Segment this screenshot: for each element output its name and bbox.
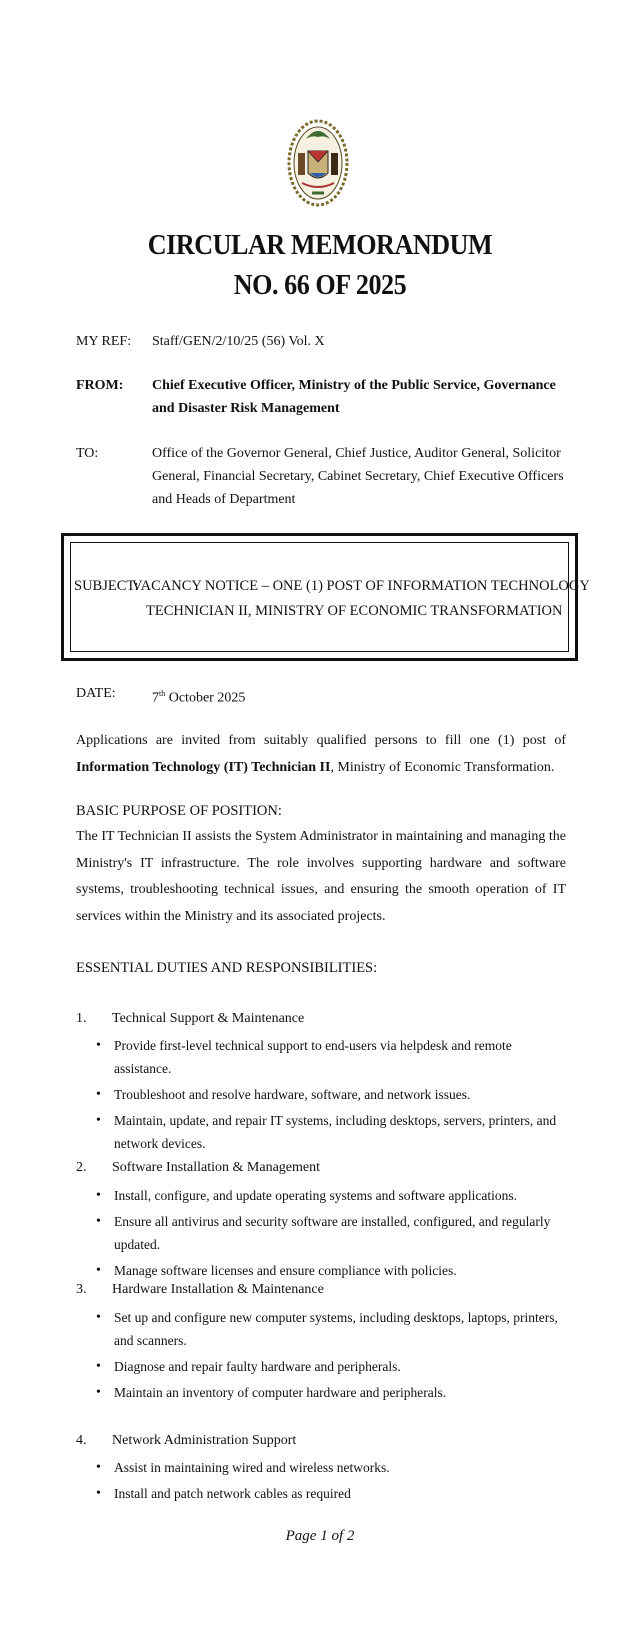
- duty-section-number: 4.: [76, 1433, 87, 1448]
- date-value: [152, 682, 570, 710]
- ref-label: MY REF:: [76, 334, 132, 349]
- coat-of-arms-icon: [286, 117, 350, 209]
- subject-line2: TECHNICIAN II, MINISTRY OF ECONOMIC TRANSFORMATION: [146, 603, 563, 619]
- duty-section-number: 3.: [76, 1282, 87, 1297]
- duty-section-title: Software Installation & Management: [112, 1160, 320, 1175]
- intro-post-title: Information Technology (IT) Technician II: [76, 759, 331, 775]
- subject-label: SUBJECT:: [74, 578, 139, 594]
- memo-title-line1: CIRCULAR MEMORANDUM: [147, 229, 493, 261]
- duty-section-1-bullets: [92, 1034, 572, 1158]
- duty-section-4-bullets: [92, 1456, 572, 1508]
- date-label: DATE:: [76, 686, 116, 701]
- list-item: • Provide first-level technical support to end-users via helpdesk and remote assistance.: [92, 1034, 572, 1080]
- list-item: • Maintain an inventory of computer hardware and peripherals.: [92, 1381, 572, 1404]
- from-value: Chief Executive Officer, Ministry of the Public Service, Governance and Disaster Risk Management: [152, 378, 556, 416]
- list-item: • Install and patch network cables as required: [92, 1482, 572, 1505]
- list-item: • Maintain, update, and repair IT systems, including desktops, servers, printers, and network devices.: [92, 1109, 572, 1155]
- duty-section-number: 1.: [76, 1011, 87, 1026]
- list-item: • Assist in maintaining wired and wireless networks.: [92, 1456, 572, 1479]
- duty-section-3-bullets: [92, 1306, 572, 1407]
- purpose-paragraph: The IT Technician II assists the System Administrator in maintaining and managing the Ministry's IT infrastructure. The role involves supporting hardware and software systems, troubleshooting technical issues, and ensuring the smooth operation of IT services within the Ministry and its associated projects.: [76, 829, 566, 924]
- intro-paragraph: [76, 728, 566, 781]
- list-item: • Manage software licenses and ensure compliance with policies.: [92, 1259, 572, 1282]
- subject-line1: VACANCY NOTICE – ONE (1) POST OF INFORMATION TECHNOLOGY: [132, 578, 590, 594]
- purpose-heading: BASIC PURPOSE OF POSITION:: [76, 803, 282, 819]
- list-item: • Install, configure, and update operating systems and software applications.: [92, 1184, 572, 1207]
- duty-section-2-bullets: [92, 1184, 572, 1285]
- intro-suffix: , Ministry of Economic Transformation.: [330, 759, 555, 775]
- from-label: FROM:: [76, 378, 124, 393]
- duty-section-number: 2.: [76, 1160, 87, 1175]
- duties-heading: ESSENTIAL DUTIES AND RESPONSIBILITIES:: [76, 960, 378, 976]
- date-day: 7: [152, 690, 159, 706]
- duty-section-title: Technical Support & Maintenance: [112, 1011, 305, 1026]
- to-value: Office of the Governor General, Chief Justice, Auditor General, Solicitor General, Financial Secretary, Cabinet Secretary, Chief Executive Officers and Heads of Department: [152, 446, 564, 507]
- date-rest: October 2025: [165, 690, 246, 706]
- ref-value: Staff/GEN/2/10/25 (56) Vol. X: [152, 334, 325, 349]
- list-item: • Ensure all antivirus and security software are installed, configured, and regularly updated.: [92, 1210, 572, 1256]
- date-suffix: th: [159, 689, 166, 698]
- to-label: TO:: [76, 446, 99, 461]
- page-number: Page 1 of 2: [285, 1528, 355, 1544]
- list-item: • Troubleshoot and resolve hardware, software, and network issues.: [92, 1083, 572, 1106]
- duty-section-title: Hardware Installation & Maintenance: [112, 1282, 324, 1297]
- intro-prefix: Applications are invited from suitably qualified persons to fill one (1) post of: [76, 733, 566, 748]
- memo-number: NO. 66 OF 2025: [233, 269, 407, 301]
- list-item: • Set up and configure new computer systems, including desktops, laptops, printers, and scanners.: [92, 1306, 572, 1352]
- duty-section-title: Network Administration Support: [112, 1433, 297, 1448]
- list-item: • Diagnose and repair faulty hardware and peripherals.: [92, 1355, 572, 1378]
